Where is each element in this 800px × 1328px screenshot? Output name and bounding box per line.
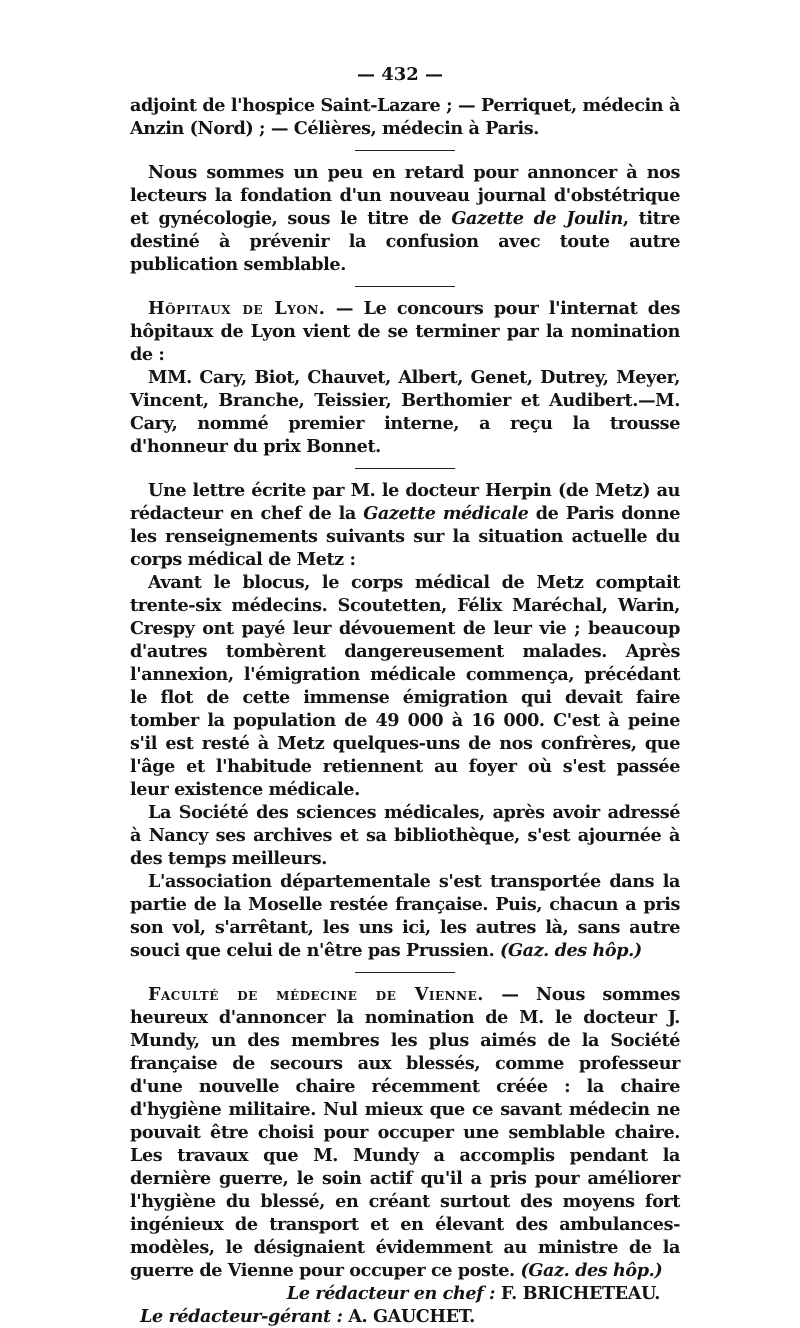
section-heading: Faculté de médecine de Vienne. bbox=[148, 984, 484, 1005]
text: L'association départementale s'est transportée dans la partie de la Moselle restée française. Puis, chacun a pris son vol, s'arrêtant, les uns ici, les autres là, sans autre souci que celui de n'être pas Prussien. bbox=[130, 871, 680, 961]
text: — Nous sommes heureux d'annoncer la nomination de M. le docteur J. Mundy, un des membres les plus aimés de la Société française de secours aux blessés, comme professeur d'une nouvelle chaire récemment créée : la chaire d'hygiène militaire. Nul mieux que ce savant médecin ne pouvait être choisi pour occuper une semblable chaire. Les travaux que M. Mundy a accomplis pendant la dernière guerre, le soin actif qu'il a pris pour améliorer l'hygiène du blessé, en créant surtout des moyens fort ingénieux de transport et en élevant des ambulances-modèles, le désignaient évidemment au ministre de la guerre de Vienne pour occuper ce poste. bbox=[130, 984, 680, 1281]
paragraph-new-journal bbox=[130, 161, 680, 276]
journal-title: Gazette médicale bbox=[363, 503, 529, 524]
signature-label: Le rédacteur-gérant : bbox=[140, 1306, 343, 1327]
section-rule bbox=[355, 286, 455, 287]
section-heading: Hôpitaux de Lyon. bbox=[148, 298, 326, 319]
page-number: — 432 — bbox=[356, 64, 444, 85]
paragraph-lyon bbox=[130, 297, 680, 366]
paragraph-vienna bbox=[130, 983, 680, 1282]
paragraph-metz-blockade: Avant le blocus, le corps médical de Metz comptait trente-six médecins. Scoutetten, Félix Maréchal, Warin, Crespy ont payé leur dévouement de leur vie ; beaucoup d'autres tombèrent dangereusement malades. Après l'annexion, l'émigration médicale commença, précédant le flot de cette immense émigration qui devait faire tomber la population de 49 000 à 16 000. C'est à peine s'il est resté à Metz quelques-uns de nos confrères, que l'âge et l'habitude retiennent au foyer où s'est passée leur existence médicale. bbox=[130, 572, 680, 800]
article-body bbox=[130, 94, 680, 1328]
citation: (Gaz. des hôp.) bbox=[500, 940, 642, 961]
section-rule bbox=[355, 468, 455, 469]
signature-managing-editor bbox=[130, 1305, 680, 1328]
paragraph-appointments: adjoint de l'hospice Saint-Lazare ; — Perriquet, médecin à Anzin (Nord) ; — Célières, médecin à Paris. bbox=[130, 95, 680, 139]
text: — Le concours pour l'internat des hôpitaux de Lyon vient de se terminer par la nomination de : bbox=[130, 298, 680, 365]
citation: (Gaz. des hôp.) bbox=[520, 1260, 663, 1281]
text: de Paris donne les renseignements suivants sur la situation actuelle du corps médical de Metz : bbox=[130, 503, 681, 570]
signature-name: F. BRICHETEAU. bbox=[495, 1283, 660, 1304]
signature-name: A. GAUCHET. bbox=[342, 1306, 475, 1327]
signature-editor-in-chief bbox=[130, 1282, 680, 1305]
text: Nous sommes un peu en retard pour annoncer à nos lecteurs la fondation d'un nouveau journal d'obstétrique et gynécologie, sous le titre de bbox=[130, 162, 680, 229]
section-rule bbox=[355, 150, 455, 151]
paragraph-metz-association bbox=[130, 870, 680, 962]
section-rule bbox=[355, 972, 455, 973]
paragraph-metz-letter bbox=[130, 479, 680, 571]
text: , titre destiné à prévenir la confusion avec toute autre publication semblable. bbox=[130, 208, 680, 275]
paragraph-lyon-names: MM. Cary, Biot, Chauvet, Albert, Genet, Dutrey, Meyer, Vincent, Branche, Teissier, Berthomier et Audibert.—M. Cary, nommé premier interne, a reçu la trousse d'honneur du prix Bonnet. bbox=[130, 367, 680, 457]
journal-title: Gazette de Joulin bbox=[451, 208, 623, 229]
signature-label: Le rédacteur en chef : bbox=[286, 1283, 496, 1304]
paragraph-metz-society: La Société des sciences médicales, après avoir adressé à Nancy ses archives et sa bibliothèque, s'est ajournée à des temps meilleurs. bbox=[130, 802, 680, 869]
text: Une lettre écrite par M. le docteur Herpin (de Metz) au rédacteur en chef de la bbox=[130, 480, 680, 524]
